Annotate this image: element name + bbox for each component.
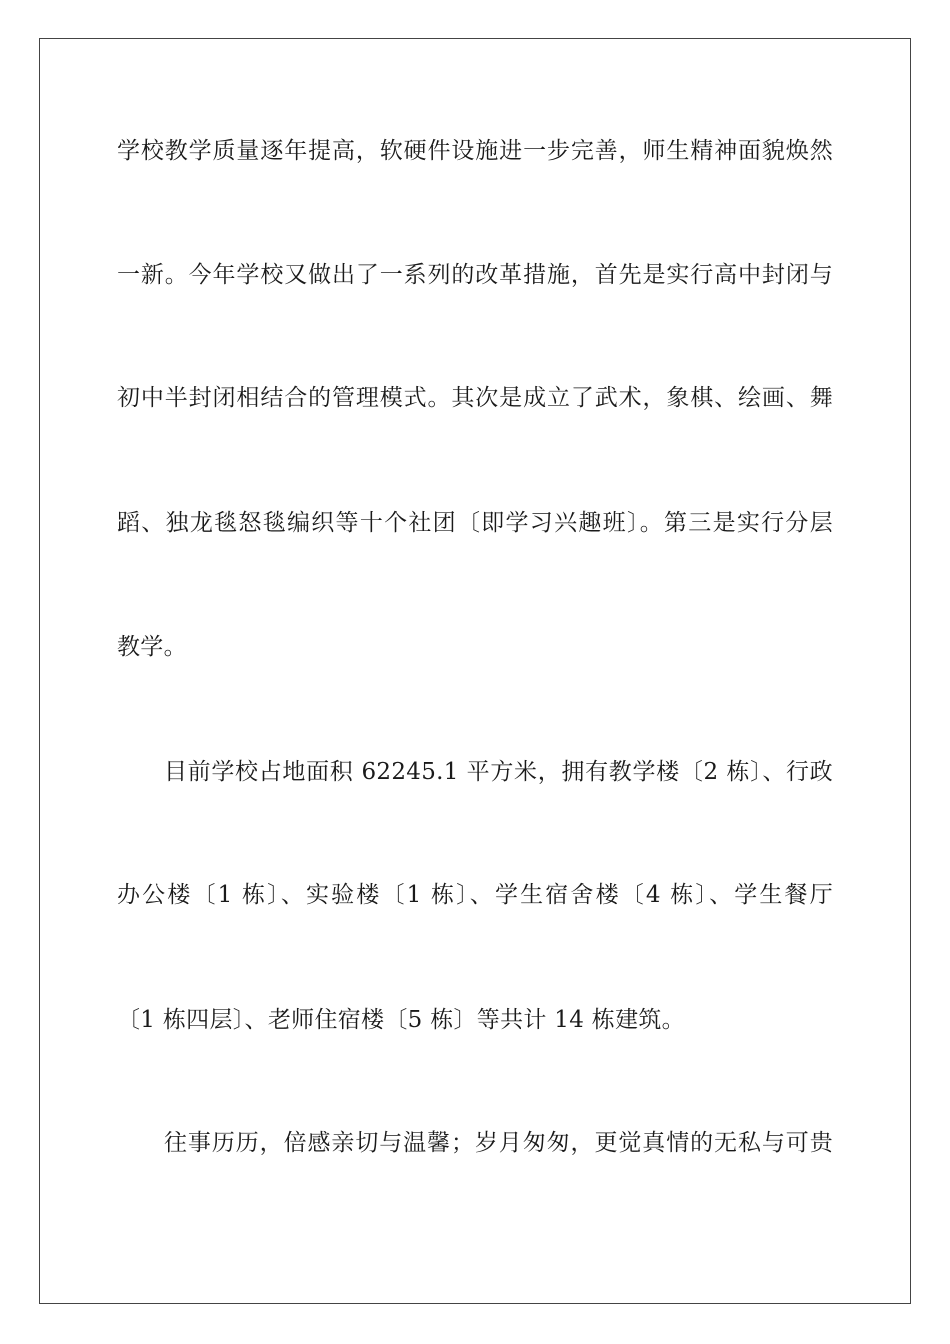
paragraph-2-line-1: 目前学校占地面积 62245.1 平方米，拥有教学楼〔2 栋〕、行政	[164, 759, 833, 785]
paragraph-1-line-1: 学校教学质量逐年提高，软硬件设施进一步完善，师生精神面貌焕然	[117, 138, 833, 164]
page-border	[39, 38, 911, 1304]
paragraph-2-line-3: 〔1 栋四层〕、老师住宿楼〔5 栋〕等共计 14 栋建筑。	[117, 1007, 685, 1033]
paragraph-1-line-4: 蹈、独龙毯怒毯编织等十个社团〔即学习兴趣班〕。第三是实行分层	[117, 510, 833, 536]
paragraph-1-line-3: 初中半封闭相结合的管理模式。其次是成立了武术，象棋、绘画、舞	[117, 385, 833, 411]
paragraph-3-line-1: 往事历历，倍感亲切与温馨；岁月匆匆，更觉真情的无私与可贵	[164, 1130, 833, 1156]
paragraph-1-line-5: 教学。	[117, 634, 187, 660]
paragraph-2-line-2: 办公楼〔1 栋〕、实验楼〔1 栋〕、学生宿舍楼〔4 栋〕、学生餐厅	[117, 882, 833, 908]
paragraph-1-line-2: 一新。今年学校又做出了一系列的改革措施，首先是实行高中封闭与	[117, 262, 833, 288]
